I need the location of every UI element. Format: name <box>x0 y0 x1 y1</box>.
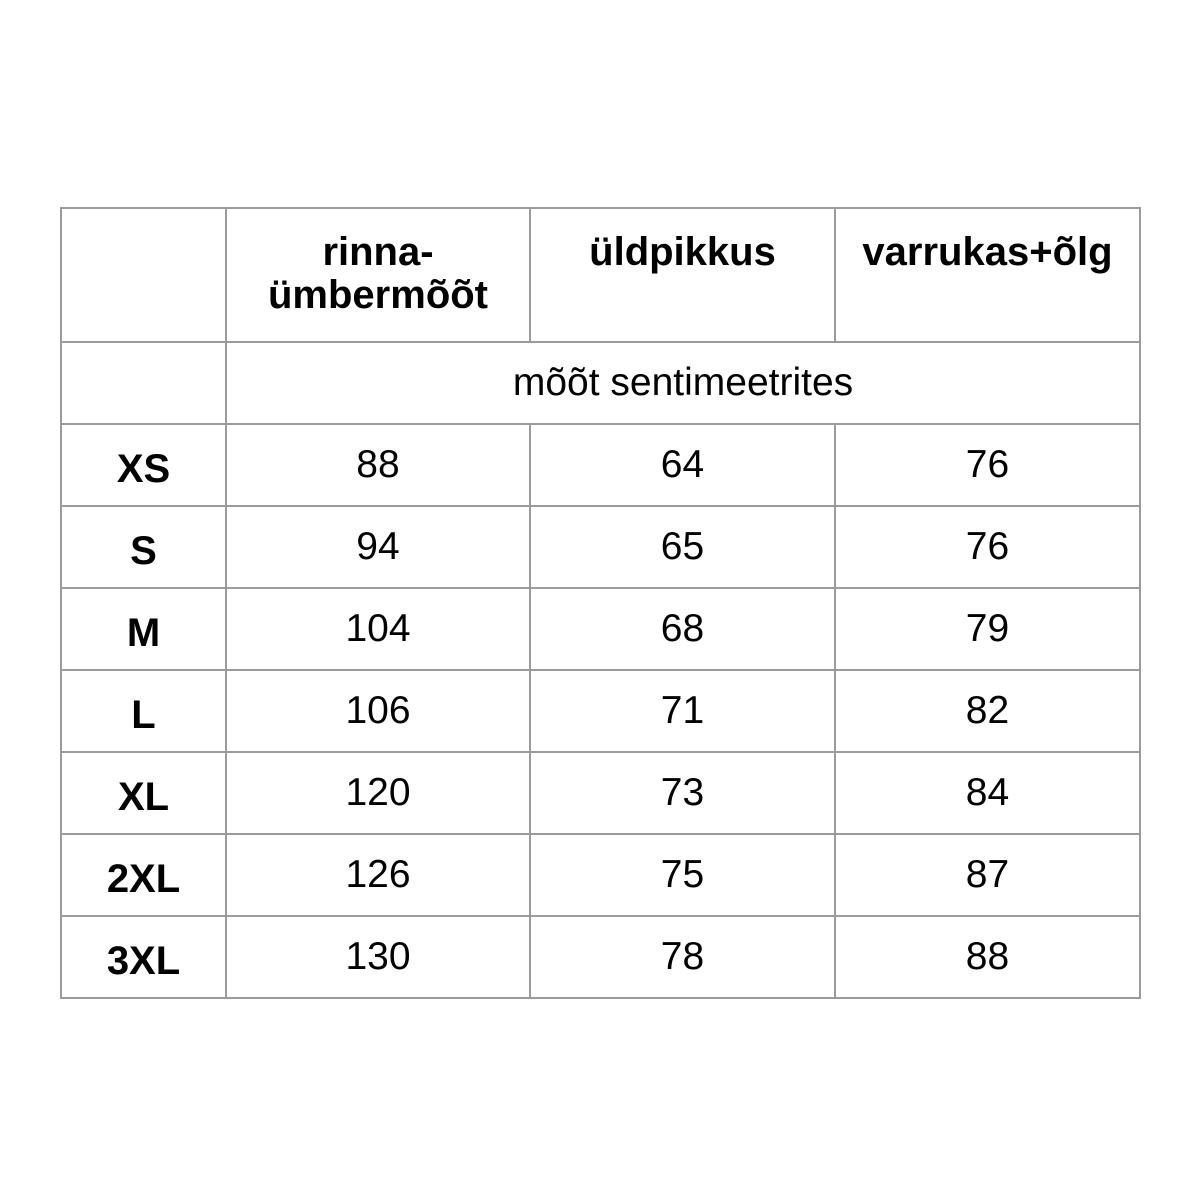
size-chart-table <box>60 207 1141 999</box>
length-value: 73 <box>530 752 835 834</box>
header-sleeve-label: varrukas+õlg <box>862 230 1113 274</box>
table-row <box>61 916 1140 998</box>
size-label: XS <box>61 424 226 506</box>
chest-value: 120 <box>226 752 530 834</box>
length-value: 78 <box>530 916 835 998</box>
length-value: 65 <box>530 506 835 588</box>
length-value: 68 <box>530 588 835 670</box>
header-chest-label: rinna- ümbermõõt <box>268 230 488 317</box>
size-label: 2XL <box>61 834 226 916</box>
sleeve-value: 87 <box>835 834 1140 916</box>
table-row <box>61 588 1140 670</box>
sleeve-value: 76 <box>835 424 1140 506</box>
chest-value: 106 <box>226 670 530 752</box>
size-label: 3XL <box>61 916 226 998</box>
sleeve-value: 88 <box>835 916 1140 998</box>
header-length <box>530 208 835 342</box>
table-row <box>61 752 1140 834</box>
chest-value: 104 <box>226 588 530 670</box>
table-row <box>61 506 1140 588</box>
length-value: 75 <box>530 834 835 916</box>
size-label: S <box>61 506 226 588</box>
header-sleeve <box>835 208 1140 342</box>
size-label: XL <box>61 752 226 834</box>
table-row <box>61 834 1140 916</box>
unit-row <box>61 342 1140 424</box>
corner-cell <box>61 208 226 342</box>
length-value: 64 <box>530 424 835 506</box>
chest-value: 126 <box>226 834 530 916</box>
sleeve-value: 82 <box>835 670 1140 752</box>
header-row <box>61 208 1140 342</box>
chest-value: 88 <box>226 424 530 506</box>
sleeve-value: 76 <box>835 506 1140 588</box>
sleeve-value: 84 <box>835 752 1140 834</box>
chest-value: 94 <box>226 506 530 588</box>
header-chest <box>226 208 530 342</box>
header-length-label: üldpikkus <box>589 230 776 274</box>
size-label: L <box>61 670 226 752</box>
table-row <box>61 424 1140 506</box>
sleeve-value: 79 <box>835 588 1140 670</box>
length-value: 71 <box>530 670 835 752</box>
unit-corner-cell <box>61 342 226 424</box>
chest-value: 130 <box>226 916 530 998</box>
table-row <box>61 670 1140 752</box>
size-label: M <box>61 588 226 670</box>
unit-note: mõõt sentimeetrites <box>226 342 1140 424</box>
